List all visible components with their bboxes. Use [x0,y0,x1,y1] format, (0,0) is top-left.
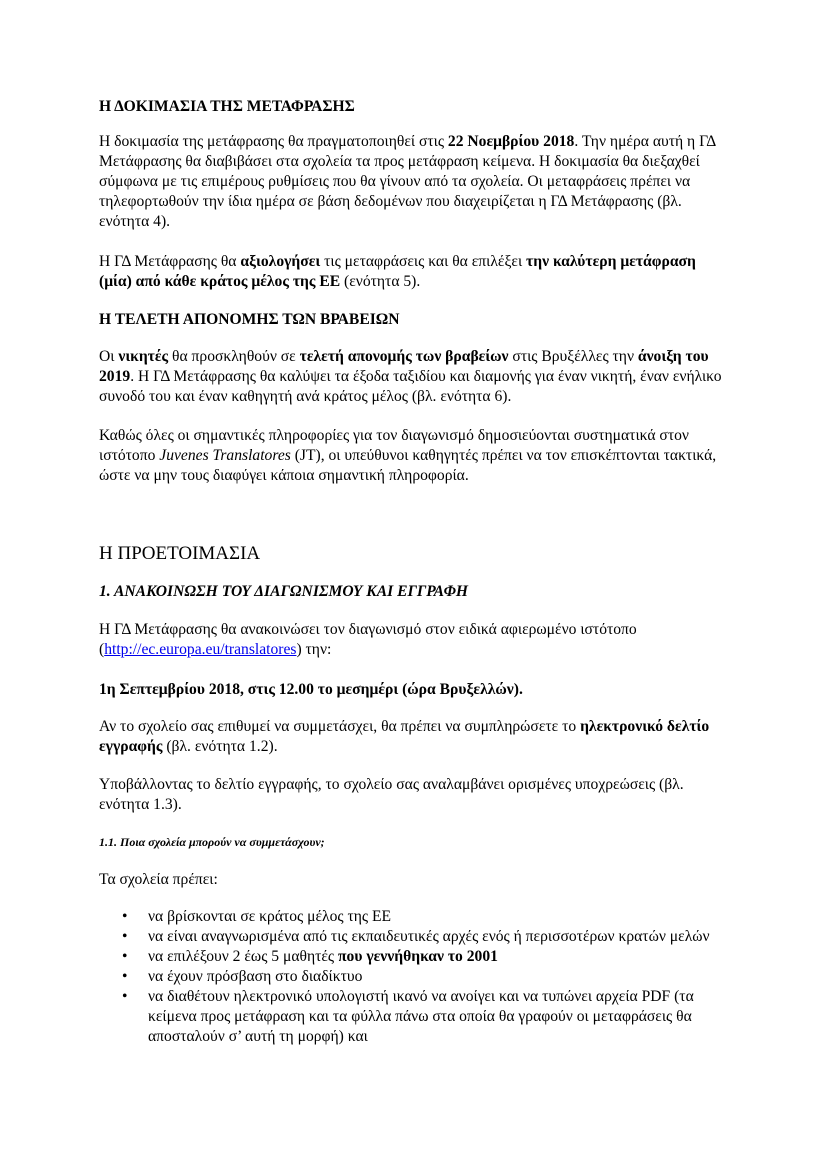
bold-text: την καλύτερη μετάφραση (μία) από κάθε κράτος μέλος της ΕΕ [99,253,696,290]
bold-text: που γεννήθηκαν το 2001 [338,948,498,965]
section-heading-announcement [99,582,725,602]
list-item-text: να βρίσκονται σε κράτος μέλος της ΕΕ [148,908,392,925]
section-heading-translation-test [99,97,725,117]
bold-text: νικητές [118,348,169,365]
paragraph-registration [99,717,725,757]
translatores-link[interactable]: http://ec.europa.eu/translatores [104,641,297,658]
text: Υποβάλλοντας το δελτίο εγγραφής, το σχολείο σας αναλαμβάνει ορισμένες υποχρεώσεις (βλ. ενότητα 1.3). [99,776,684,813]
section-heading-preparation [99,542,725,566]
heading-text: Η ΠΡΟΕΤΟΙΜΑΣΙΑ [99,543,261,564]
bullet-icon: • [122,928,128,945]
bullet-icon: • [122,988,128,1005]
list-item-text: να επιλέξουν 2 έως 5 μαθητές [148,948,339,965]
text: Αν το σχολείο σας επιθυμεί να συμμετάσχει, θα πρέπει να συμπληρώσετε το [99,718,581,735]
heading-text: Η ΔΟΚΙΜΑΣΙΑ ΤΗΣ ΜΕΤΑΦΡΑΣΗΣ [99,98,355,115]
paragraph-schools-must [99,870,725,890]
text: (JT), οι υπεύθυνοι καθηγητές πρέπει να τον επισκέπτονται τακτικά, ώστε να μην τους διαφύγει κάποια σημαντική πληροφορία. [99,447,717,484]
text: ) την: [296,641,332,658]
paragraph-obligations [99,775,725,815]
italic-text: Juvenes Translatores [159,447,291,464]
text: τις μεταφράσεις και θα επιλέξει [320,253,527,270]
list-item [99,907,725,927]
list-item-text: να είναι αναγνωρισμένα από τις εκπαιδευτικές αρχές ενός ή περισσοτέρων κρατών μελών [148,928,710,945]
list-item-text: να διαθέτουν ηλεκτρονικό υπολογιστή ικανό να ανοίγει και να τυπώνει αρχεία PDF (τα κείμενα προς μετάφραση και τα φύλλα πάνω στα οποία θα γραφούν οι μεταφράσεις θα αποσταλούν σ’ αυτή τη μορφή) και [148,988,694,1045]
bullet-icon: • [122,908,128,925]
text: Οι [99,348,119,365]
bold-text: άνοιξη του 2019 [99,348,709,385]
list-item [99,947,725,967]
list-item-text: να έχουν πρόσβαση στο διαδίκτυο [148,968,363,985]
text: Η δοκιμασία της μετάφρασης θα πραγματοποιηθεί στις [99,133,448,150]
text: . Η ΓΔ Μετάφρασης θα καλύψει τα έξοδα ταξιδίου και διαμονής για έναν νικητή, έναν ενήλικο συνοδό του και έναν καθηγητή ανά κράτος μέλος (βλ. ενότητα 6). [99,368,722,405]
section-heading-award-ceremony [99,310,725,330]
text: (ενότητα 5). [340,273,421,290]
heading-text: Η ΤΕΛΕΤΗ ΑΠΟΝΟΜΗΣ ΤΩΝ ΒΡΑΒΕΙΩΝ [99,311,400,328]
heading-text: 1.1. Ποια σχολεία μπορούν να συμμετάσχουν; [99,835,325,849]
subsection-heading-eligible-schools [99,834,725,850]
bold-text: ηλεκτρονικό δελτίο εγγραφής [99,718,710,755]
bold-text: 1η Σεπτεμβρίου 2018, στις 12.00 το μεσημέρι (ώρα Βρυξελλών). [99,681,523,698]
bullet-icon: • [122,948,128,965]
text: (βλ. ενότητα 1.2). [162,738,278,755]
requirements-list [99,907,725,1047]
paragraph-test-date [99,132,725,232]
list-item [99,927,725,947]
text: Τα σχολεία πρέπει: [99,871,218,888]
bullet-icon: • [122,968,128,985]
text: θα προσκληθούν σε [168,348,300,365]
paragraph-website-info [99,426,725,486]
paragraph-announcement-date [99,680,725,700]
text: στις Βρυξέλλες την [508,348,638,365]
heading-text: 1. ΑΝΑΚΟΙΝΩΣΗ ΤΟΥ ΔΙΑΓΩΝΙΣΜΟΥ ΚΑΙ ΕΓΓΡΑΦΗ [99,583,469,600]
text: . Την ημέρα αυτή η ΓΔ Μετάφρασης θα διαβιβάσει στα σχολεία τα προς μετάφραση κείμενα. Η δοκιμασία θα διεξαχθεί σύμφωνα με τις επιμέρους ρυθμίσεις που θα γίνουν από τα σχολεία. Οι μεταφράσεις πρέπει να τηλεφορτωθούν την ίδια ημέρα σε βάση δεδομένων που διαχειρίζεται η ΓΔ Μετάφρασης (βλ. ενότητα 4). [99,133,716,230]
list-item [99,987,725,1047]
bold-text: τελετή απονομής των βραβείων [299,348,509,365]
text: Καθώς όλες οι σημαντικές πληροφορίες για τον διαγωνισμό δημοσιεύονται συστηματικά στον ιστότοπο [99,427,689,464]
paragraph-announcement [99,620,725,660]
bold-text: αξιολογήσει [240,253,321,270]
text: Η ΓΔ Μετάφρασης θα [99,253,241,270]
paragraph-evaluation [99,252,725,292]
text: Η ΓΔ Μετάφρασης θα ανακοινώσει τον διαγωνισμό στον ειδικά αφιερωμένο ιστότοπο ( [99,621,637,658]
bold-text: 22 Νοεμβρίου 2018 [447,133,575,150]
paragraph-winners [99,347,725,407]
list-item [99,967,725,987]
